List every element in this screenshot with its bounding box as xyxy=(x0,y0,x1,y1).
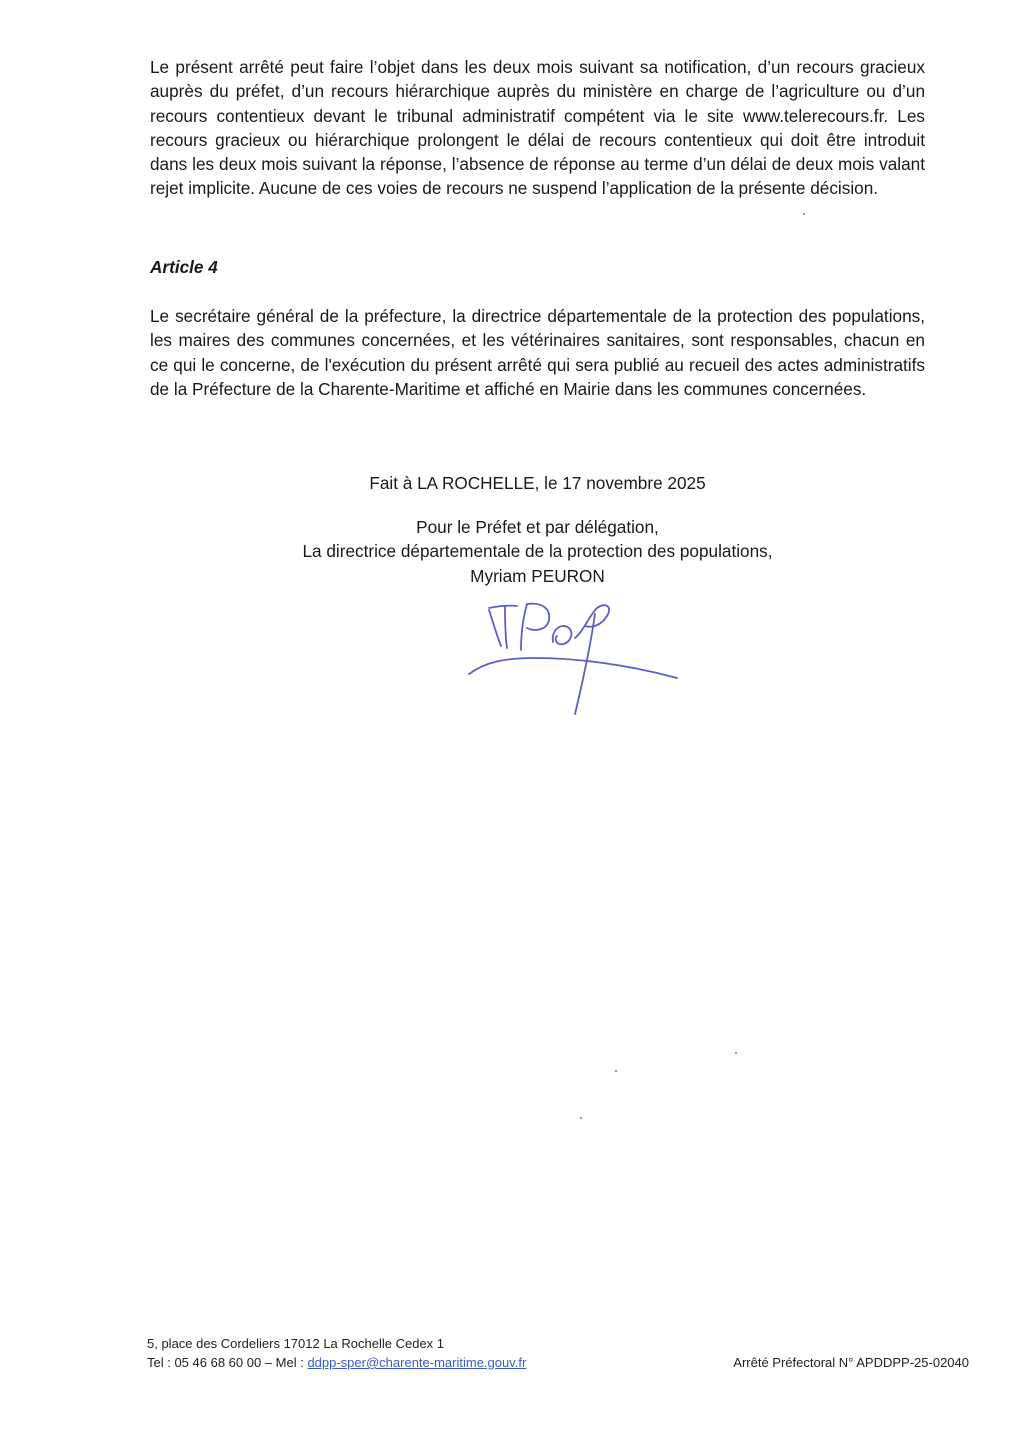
signatory-title: La directrice départementale de la protection des populations, xyxy=(302,541,773,562)
handwritten-signature xyxy=(465,592,680,717)
place-date-line: Fait à LA ROCHELLE, le 17 novembre 2025 xyxy=(369,473,706,493)
signatory-delegation: Pour le Préfet et par délégation, xyxy=(416,517,659,537)
footer-contact-line xyxy=(147,1353,526,1372)
footer-email-link[interactable]: ddpp-sper@charente-maritime.gouv.fr xyxy=(307,1355,527,1370)
footer-reference: Arrêté Préfectoral N° APDDPP-25-02040 xyxy=(733,1355,969,1370)
paragraph-recours: Le présent arrêté peut faire l’objet dans les deux mois suivant sa notification, d’un recours gracieux auprès du préfet, d’un recours hiérarchique auprès du ministère en charge de l’agriculture ou d’un recours contentieux devant le tribunal administratif compétent via le site www.telerecours.fr. Les recours gracieux ou hiérarchique prolongent le délai de recours contentieux qui doit être introduit dans les deux mois suivant la réponse, l’absence de réponse au terme d’un délai de deux mois valant rejet implicite. Aucune de ces voies de recours ne suspend l’application de la présente décision. xyxy=(150,57,925,199)
paragraph-execution: Le secrétaire général de la préfecture, la directrice départementale de la protection des populations, les maires des communes concernées, et les vétérinaires sanitaires, sont responsables, chacun en ce qui le concerne, de l'exécution du présent arrêté qui sera publié au recueil des actes administratifs de la Préfecture de la Charente-Maritime et affiché en Mairie dans les communes concernées. xyxy=(150,306,925,399)
footer-address: 5, place des Cordeliers 17012 La Rochelle Cedex 1 xyxy=(147,1336,445,1351)
article-4-heading: Article 4 xyxy=(150,257,218,277)
signatory-name: Myriam PEURON xyxy=(470,565,605,586)
footer-tel-mel: Tel : 05 46 68 60 00 – Mel : xyxy=(147,1355,308,1370)
signatory-block xyxy=(150,515,925,588)
footer-contact xyxy=(147,1334,526,1372)
